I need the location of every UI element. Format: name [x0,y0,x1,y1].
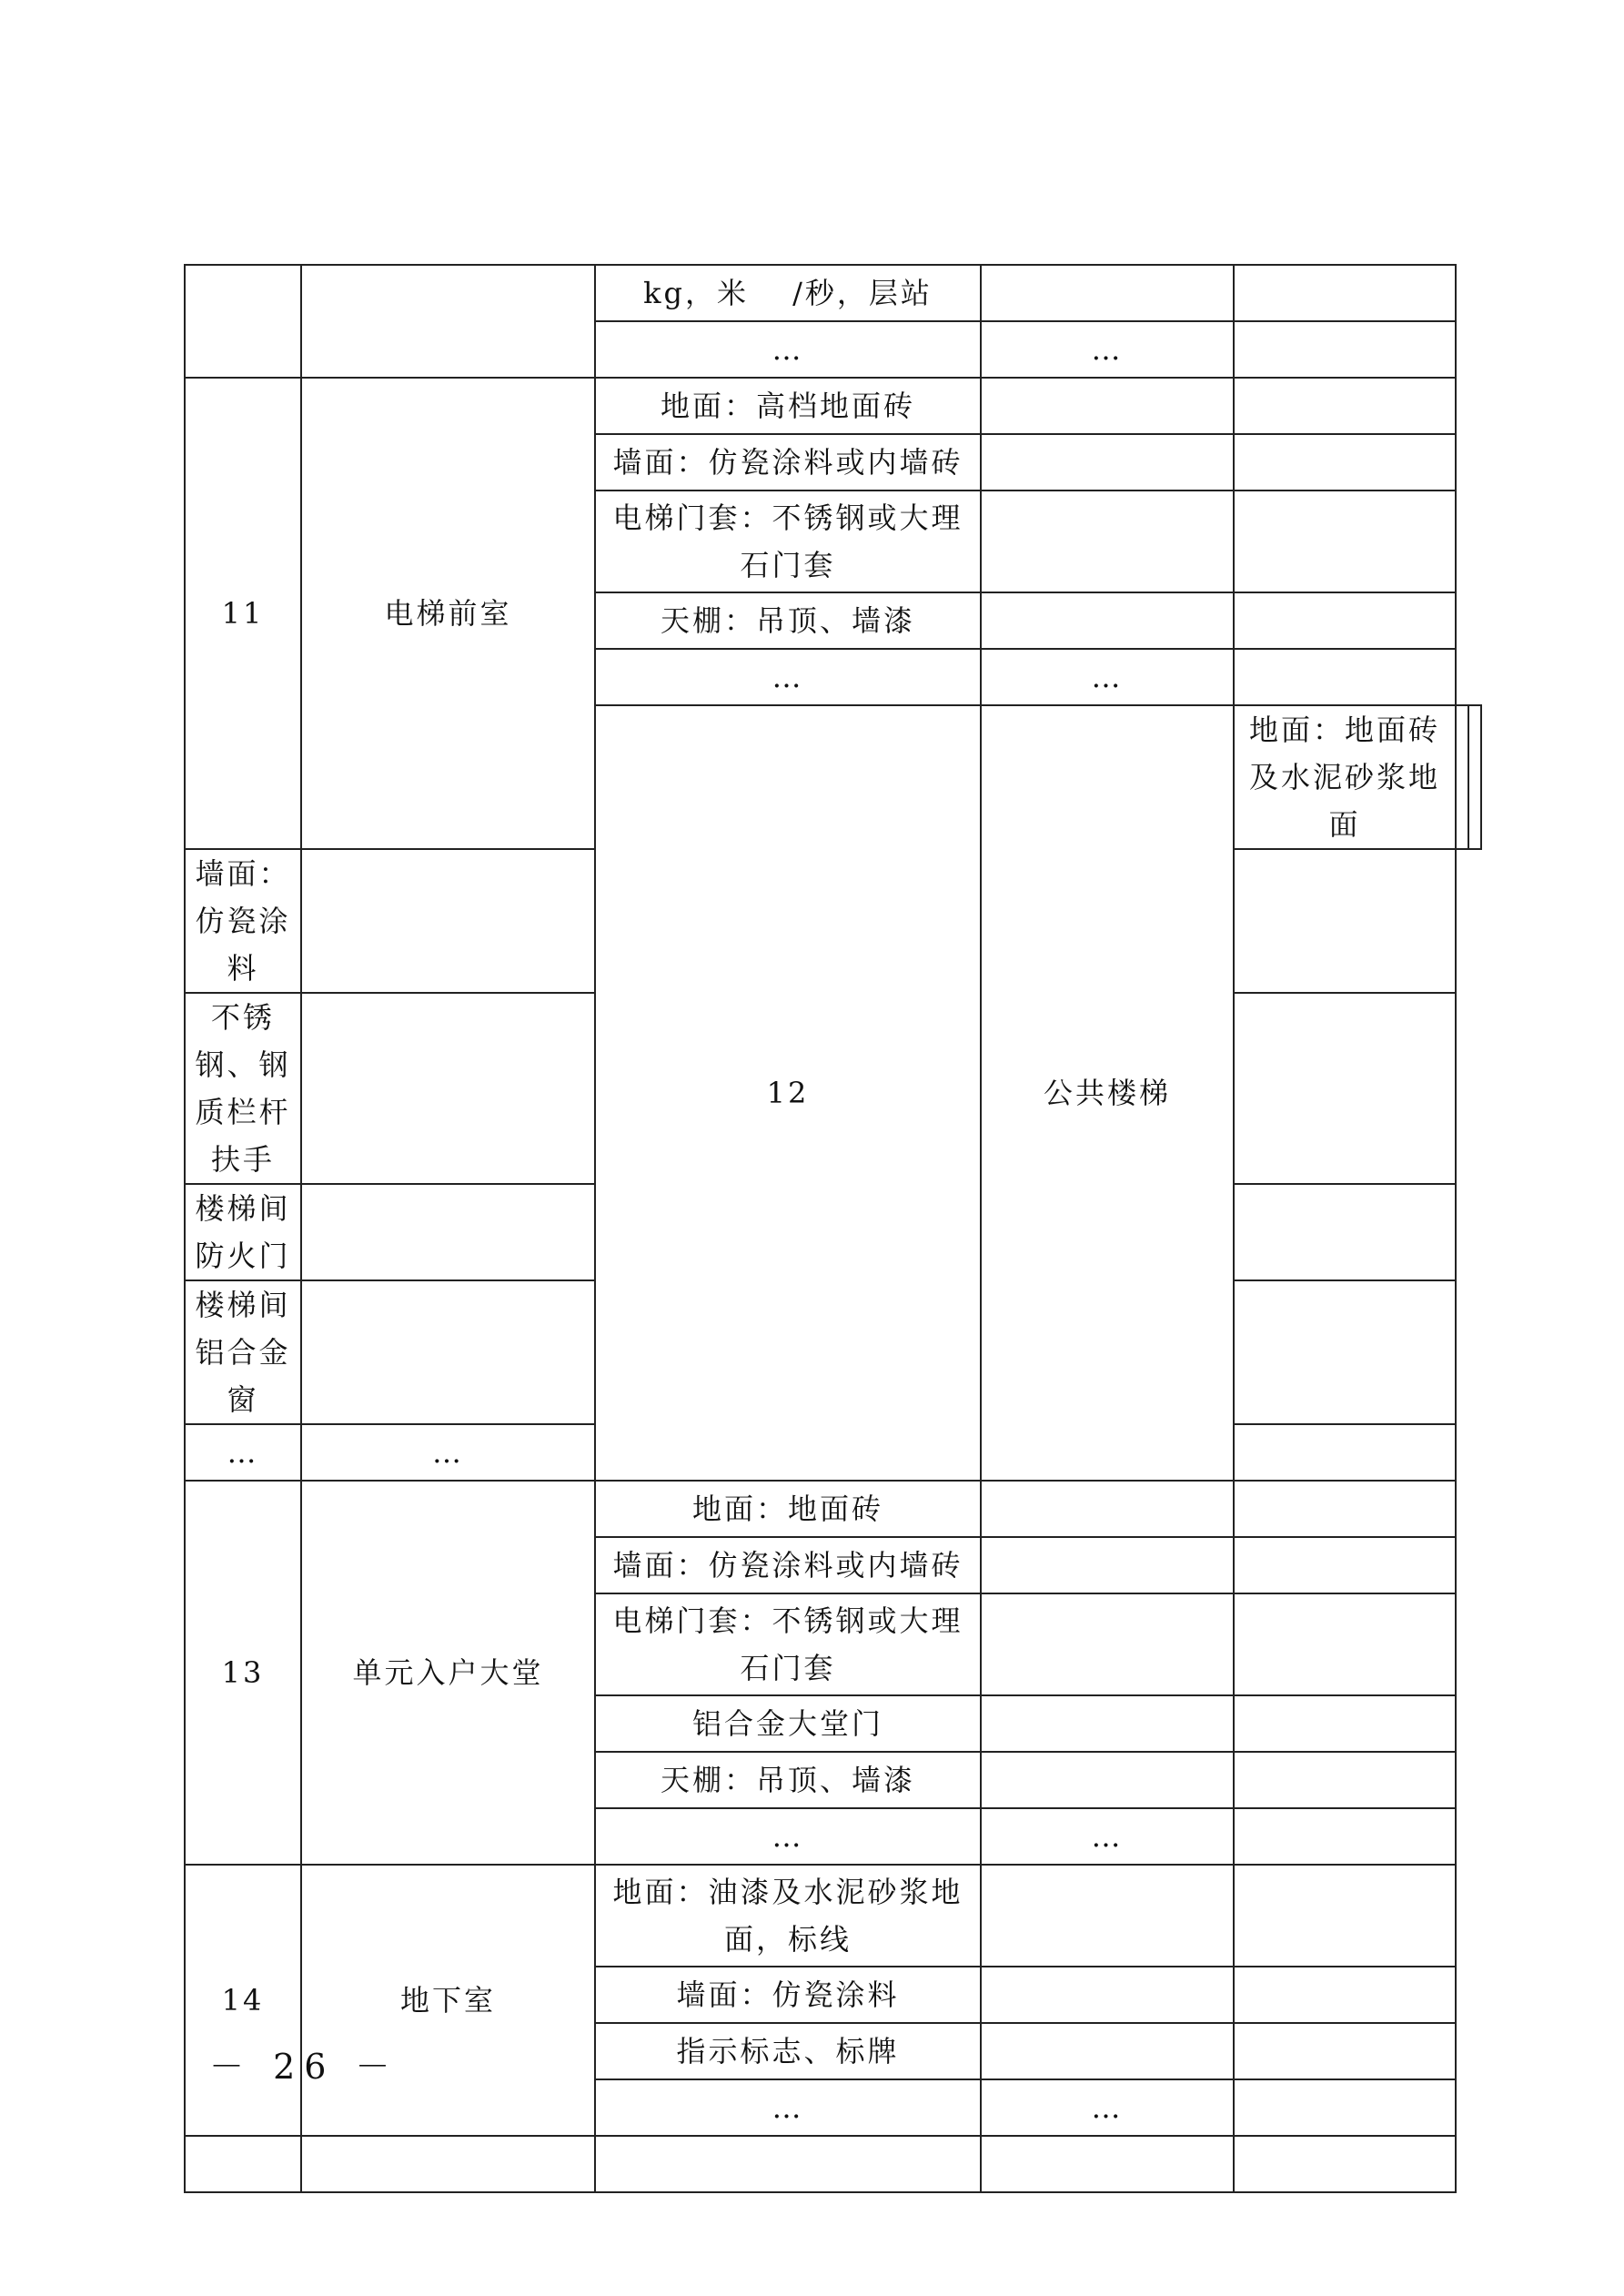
cell-note [1234,1537,1456,1593]
cell-item: 地面：地面砖及水泥砂浆地面 [1234,705,1456,849]
cell-note [1234,265,1456,321]
cell-note [1468,705,1481,849]
cell-item: 楼梯间铝合金窗 [185,1280,301,1424]
cell-value-ellipsis: … [301,1424,595,1481]
cell-name [301,265,595,378]
cell-number: 13 [185,1481,301,1865]
table-row [185,265,1481,321]
cell-number: 11 [185,378,301,849]
cell-note [1234,1593,1456,1695]
cell-note [1234,2079,1456,2136]
cell-item: 天棚：吊顶、墙漆 [595,592,981,649]
table-row [185,2136,1481,2192]
cell-name: 电梯前室 [301,378,595,849]
cell-item: 地面：地面砖 [595,1481,981,1537]
cell-value [981,378,1234,434]
cell-value [981,434,1234,491]
cell-name: 地下室 [301,1865,595,2136]
cell-item: 楼梯间防火门 [185,1184,301,1280]
cell-item: 电梯门套：不锈钢或大理石门套 [595,1593,981,1695]
cell-value [301,1280,595,1424]
cell-item-ellipsis: … [185,1424,301,1481]
cell-value [301,1184,595,1280]
cell-note [1234,1752,1456,1808]
cell-number: 14 [185,1865,301,2136]
cell-item-ellipsis: … [595,321,981,378]
cell-value [981,2023,1234,2079]
table-row [185,378,1481,434]
cell-note [1234,1967,1456,2023]
cell-note [1234,849,1456,993]
cell-value [1456,705,1468,849]
cell-note [1234,1481,1456,1537]
cell-value [981,1481,1234,1537]
cell-value [981,1865,1234,1967]
cell-empty [301,2136,595,2192]
table-row [185,1481,1481,1537]
table-row [185,1865,1481,1967]
cell-empty [981,2136,1234,2192]
cell-value-ellipsis: … [981,321,1234,378]
cell-item: 指示标志、标牌 [595,2023,981,2079]
cell-note [1234,378,1456,434]
cell-value [981,491,1234,592]
cell-value-ellipsis: … [981,2079,1234,2136]
cell-note [1234,321,1456,378]
page-number: － 26 － [209,2047,399,2087]
cell-value [981,592,1234,649]
cell-value [981,1537,1234,1593]
cell-value [981,1967,1234,2023]
cell-note [1234,1280,1456,1424]
cell-item: 墙面：仿瓷涂料 [595,1967,981,2023]
cell-note [1234,491,1456,592]
cell-note [1234,1424,1456,1481]
cell-item-ellipsis: … [595,1808,981,1865]
cell-empty [595,2136,981,2192]
cell-item: 不锈钢、钢质栏杆扶手 [185,993,301,1184]
cell-note [1234,993,1456,1184]
cell-value [981,1752,1234,1808]
cell-value-ellipsis: … [981,1808,1234,1865]
cell-name: 公共楼梯 [981,705,1234,1481]
cell-name: 单元入户大堂 [301,1481,595,1865]
cell-value [301,993,595,1184]
cell-value [301,849,595,993]
cell-number [185,265,301,378]
cell-item-ellipsis: … [595,649,981,705]
cell-item: 天棚：吊顶、墙漆 [595,1752,981,1808]
cell-note [1234,1695,1456,1752]
cell-item: 电梯门套：不锈钢或大理石门套 [595,491,981,592]
cell-note [1234,434,1456,491]
cell-note [1234,649,1456,705]
cell-value [981,265,1234,321]
cell-item-ellipsis: … [595,2079,981,2136]
cell-value-ellipsis: … [981,649,1234,705]
cell-note [1234,1184,1456,1280]
cell-note [1234,1808,1456,1865]
cell-item: 墙面：仿瓷涂料或内墙砖 [595,1537,981,1593]
spec-table [184,264,1482,2193]
cell-item: 铝合金大堂门 [595,1695,981,1752]
cell-number: 12 [595,705,981,1481]
cell-value [981,1593,1234,1695]
cell-empty [1234,2136,1456,2192]
cell-note [1234,1865,1456,1967]
cell-note [1234,592,1456,649]
cell-note [1234,2023,1456,2079]
cell-item: 地面：高档地面砖 [595,378,981,434]
cell-item: 地面：油漆及水泥砂浆地面，标线 [595,1865,981,1967]
cell-empty [185,2136,301,2192]
cell-item: kg，米 /秒，层站 [595,265,981,321]
cell-item: 墙面：仿瓷涂料或内墙砖 [595,434,981,491]
cell-value [981,1695,1234,1752]
cell-item: 墙面：仿瓷涂料 [185,849,301,993]
